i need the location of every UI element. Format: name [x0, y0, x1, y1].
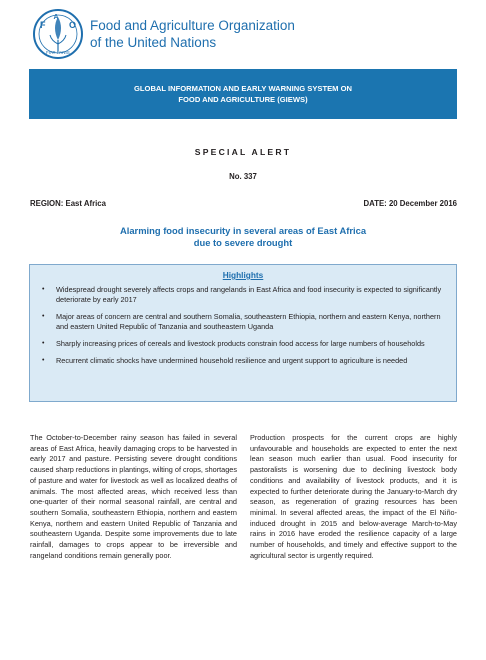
body-column-right: Production prospects for the current crops are highly unfavourable and households are expected to enter the next lean season much earlier than usual. Food insecurity for pastoralists is worsening due to declining livestock body conditions and availability of livestock products, and it is expected to further deteriorate during the January-to-March dry season, as regeneration of grazing resources has been minimal. In several affected areas, the impact of the El Niño-induced drought in 2015 and below-average March-to-May rains in 2016 have eroded the resilience capacity of a large number of households, and timely and effective support to the agricultural sector is urgently required.: [250, 433, 457, 560]
logo-letter-f: F: [40, 20, 46, 30]
special-alert-label: SPECIAL ALERT: [194, 147, 292, 157]
org-name-line2: of the United Nations: [90, 35, 217, 50]
region-label: REGION: East Africa: [30, 199, 106, 208]
alert-title-line2: due to severe drought: [193, 237, 293, 248]
highlight-text: Major areas of concern are central and southern Somalia, southeastern Ethiopia, northern and eastern Kenya, northern and eastern United Republic of Tanzania and southeastern Uganda: [56, 312, 441, 331]
highlight-item: [30, 356, 456, 366]
alert-title: [0, 225, 486, 249]
highlight-item: [30, 339, 456, 349]
highlight-text: Recurrent climatic shocks have undermined household resilience and urgent support to agriculture is needed: [56, 356, 408, 365]
fao-logo: [32, 8, 84, 60]
logo-motto: FIAT PANIS: [46, 50, 70, 55]
highlights-heading: Highlights: [222, 270, 264, 280]
highlight-item: [30, 285, 456, 305]
banner-line2: FOOD AND AGRICULTURE (GIEWS): [178, 95, 308, 104]
bullet-icon: •: [42, 357, 45, 364]
highlight-text: Widespread drought severely affects crops and rangelands in East Africa and food insecurity is expected to significantly deteriorate by early 2017: [56, 285, 442, 304]
org-name-line1: Food and Agriculture Organization: [90, 18, 295, 33]
bullet-icon: •: [42, 340, 45, 347]
bullet-icon: •: [42, 286, 45, 293]
highlights-box: [29, 264, 457, 402]
alert-number: No. 337: [229, 172, 257, 181]
body-column-left: The October-to-December rainy season has failed in several areas of East Africa, heavily damaging crops to be harvested in early 2017 and pasture. Persisting severe drought conditions caused sharp reductions in plantings, wilting of crops, shortages of pasture and water for livestock as well as localized deaths of animals. The most affected areas, which received less than one-quarter of their normal seasonal rainfall, are central and southern Somalia, southeastern Ethiopia, northern and eastern Kenya, northern and eastern United Republic of Tanzania and southeastern Uganda. Despite some improvements due to late rainfall, damages to crops appear to be irreversible and rangeland conditions remain generally poor.: [30, 433, 237, 560]
alert-title-line1: Alarming food insecurity in several areas of East Africa: [119, 225, 367, 236]
giews-banner: [29, 69, 457, 119]
date-label: DATE: 20 December 2016: [363, 199, 457, 208]
logo-letter-a: A: [53, 14, 59, 21]
org-name: [90, 17, 295, 51]
highlights-list: [30, 285, 456, 366]
banner-line1: GLOBAL INFORMATION AND EARLY WARNING SYSTEM ON: [134, 84, 352, 93]
logo-letter-o: O: [69, 20, 77, 30]
highlight-text: Sharply increasing prices of cereals and livestock products constrain food access for large numbers of households: [56, 339, 425, 348]
bullet-icon: •: [42, 313, 45, 320]
highlight-item: [30, 312, 456, 332]
